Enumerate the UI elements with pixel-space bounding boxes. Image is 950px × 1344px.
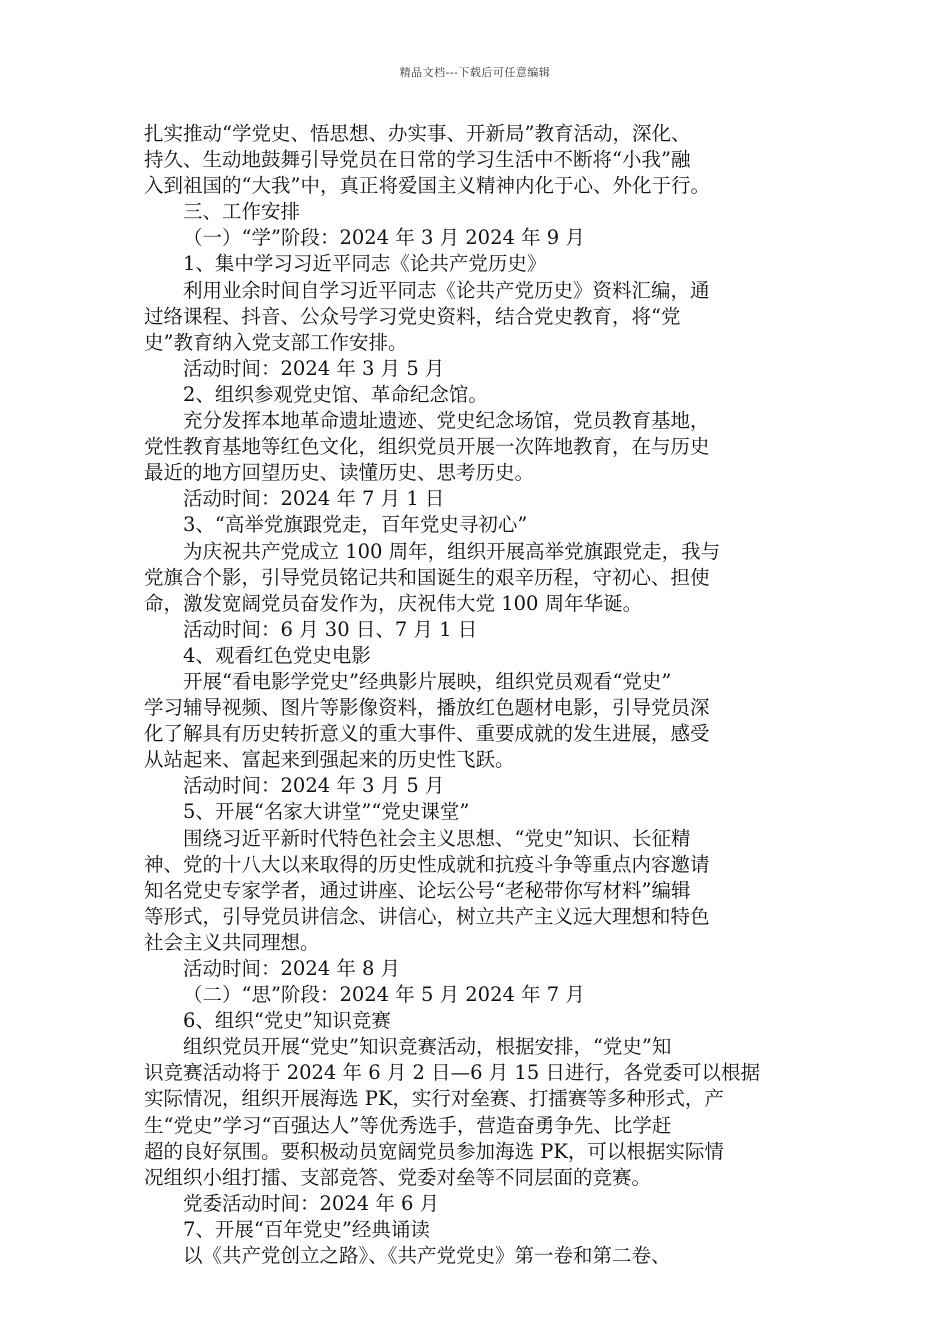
text-line: 等形式，引导党员讲信念、讲信心，树立共产主义远大理想和特色 [144,904,710,928]
text-line: 活动时间：2024 年 3 月 5 月 [183,774,445,798]
text-line: 围绕习近平新时代特色社会主义思想、“党史”知识、长征精 [183,826,691,850]
text-line: 2、组织参观党史馆、革命纪念馆。 [183,382,488,406]
text-line: 充分发挥本地革命遗址遗迹、党史纪念场馆，党员教育基地， [183,409,710,433]
text-line: 扎实推动“学党史、悟思想、办实事、开新局”教育活动，深化、 [144,122,691,145]
text-line: 实际情况，组织开展海选 PK，实行对垒赛、打擂赛等多种形式，产 [144,1087,724,1111]
text-line: （一）“学”阶段：2024 年 3 月 2024 年 9 月 [183,226,585,250]
text-line: 过络课程、抖音、公众号学习党史资料，结合党史教育，将“党 [144,304,681,328]
text-line: 最近的地方回望历史、读懂历史、思考历史。 [144,461,535,485]
text-line: 以《共产党创立之路》、《共产党党史》第一卷和第二卷、 [183,1244,671,1268]
text-line: （二）“思”阶段：2024 年 5 月 2024 年 7 月 [183,983,585,1007]
text-line: 化了解具有历史转折意义的重大事件、重要成就的发生进展，感受 [144,722,710,746]
text-line: 5、开展“名家大讲堂”“党史课堂” [183,800,470,824]
text-line: 超的良好氛围。要积极动员宽阔党员参加海选 PK，可以根据实际情 [144,1139,724,1163]
document-body [144,121,808,1269]
text-line: 史”教育纳入党支部工作安排。 [144,330,408,354]
text-line: 活动时间：2024 年 8 月 [183,957,401,980]
text-line: 党性教育基地等红色文化，组织党员开展一次阵地教育，在与历史 [144,435,710,459]
text-line: 6、组织“党史”知识竞赛 [183,1009,391,1033]
text-line: 3、“高举党旗跟党走，百年党史寻初心” [183,513,528,537]
text-line: 7、开展“百年党史”经典诵读 [183,1217,430,1241]
text-line: 生“党史”学习“百强达人”等优秀选手，营造奋勇争先、比学赶 [144,1113,672,1137]
text-line: 活动时间：2024 年 3 月 5 月 [183,356,445,380]
text-line: 命，激发宽阔党员奋发作为，庆祝伟大党 100 周年华诞。 [144,591,643,615]
text-line: 活动时间：6 月 30 日、7 月 1 日 [183,617,478,641]
text-line: 况组织小组打擂、支部竞答、党委对垒等不同层面的竞赛。 [144,1165,652,1189]
text-line: 知名党史专家学者，通过讲座、论坛公号“老秘带你写材料”编辑 [144,878,691,902]
text-line: 神、党的十八大以来取得的历史性成就和抗疫斗争等重点内容邀请 [144,852,710,876]
text-line: 持久、生动地鼓舞引导党员在日常的学习生活中不断将“小我”融 [144,148,691,172]
text-line: 为庆祝共产党成立 100 周年，组织开展高举党旗跟党走，我与 [183,539,721,563]
text-line: 社会主义共同理想。 [144,930,320,954]
text-line: 活动时间：2024 年 7 月 1 日 [183,487,445,511]
page-header: 精品文档---下载后可任意编辑 [399,66,551,79]
text-line: 三、工作安排 [183,200,301,224]
text-line: 党委活动时间：2024 年 6 月 [183,1191,440,1215]
text-line: 从站起来、富起来到强起来的历史性飞跃。 [144,748,515,772]
text-line: 1、集中学习习近平同志《论共产党历史》 [183,252,547,276]
text-line: 党旗合个影，引导党员铭记共和国诞生的艰辛历程，守初心、担使 [144,565,710,589]
text-line: 4、观看红色党史电影 [183,643,371,667]
text-line: 组织党员开展“党史”知识竞赛活动，根据安排，“党史”知 [183,1035,672,1059]
text-line: 识竞赛活动将于 2024 年 6 月 2 日—6 月 15 日进行，各党委可以根据 [144,1061,760,1085]
text-line: 学习辅导视频、图片等影像资料，播放红色题材电影，引导党员深 [144,696,710,720]
text-line: 开展“看电影学党史”经典影片展映，组织党员观看“党史” [183,669,672,693]
text-line: 利用业余时间自学习近平同志《论共产党历史》资料汇编，通 [183,278,710,302]
text-line: 入到祖国的“大我”中，真正将爱国主义精神内化于心、外化于行。 [144,174,710,198]
